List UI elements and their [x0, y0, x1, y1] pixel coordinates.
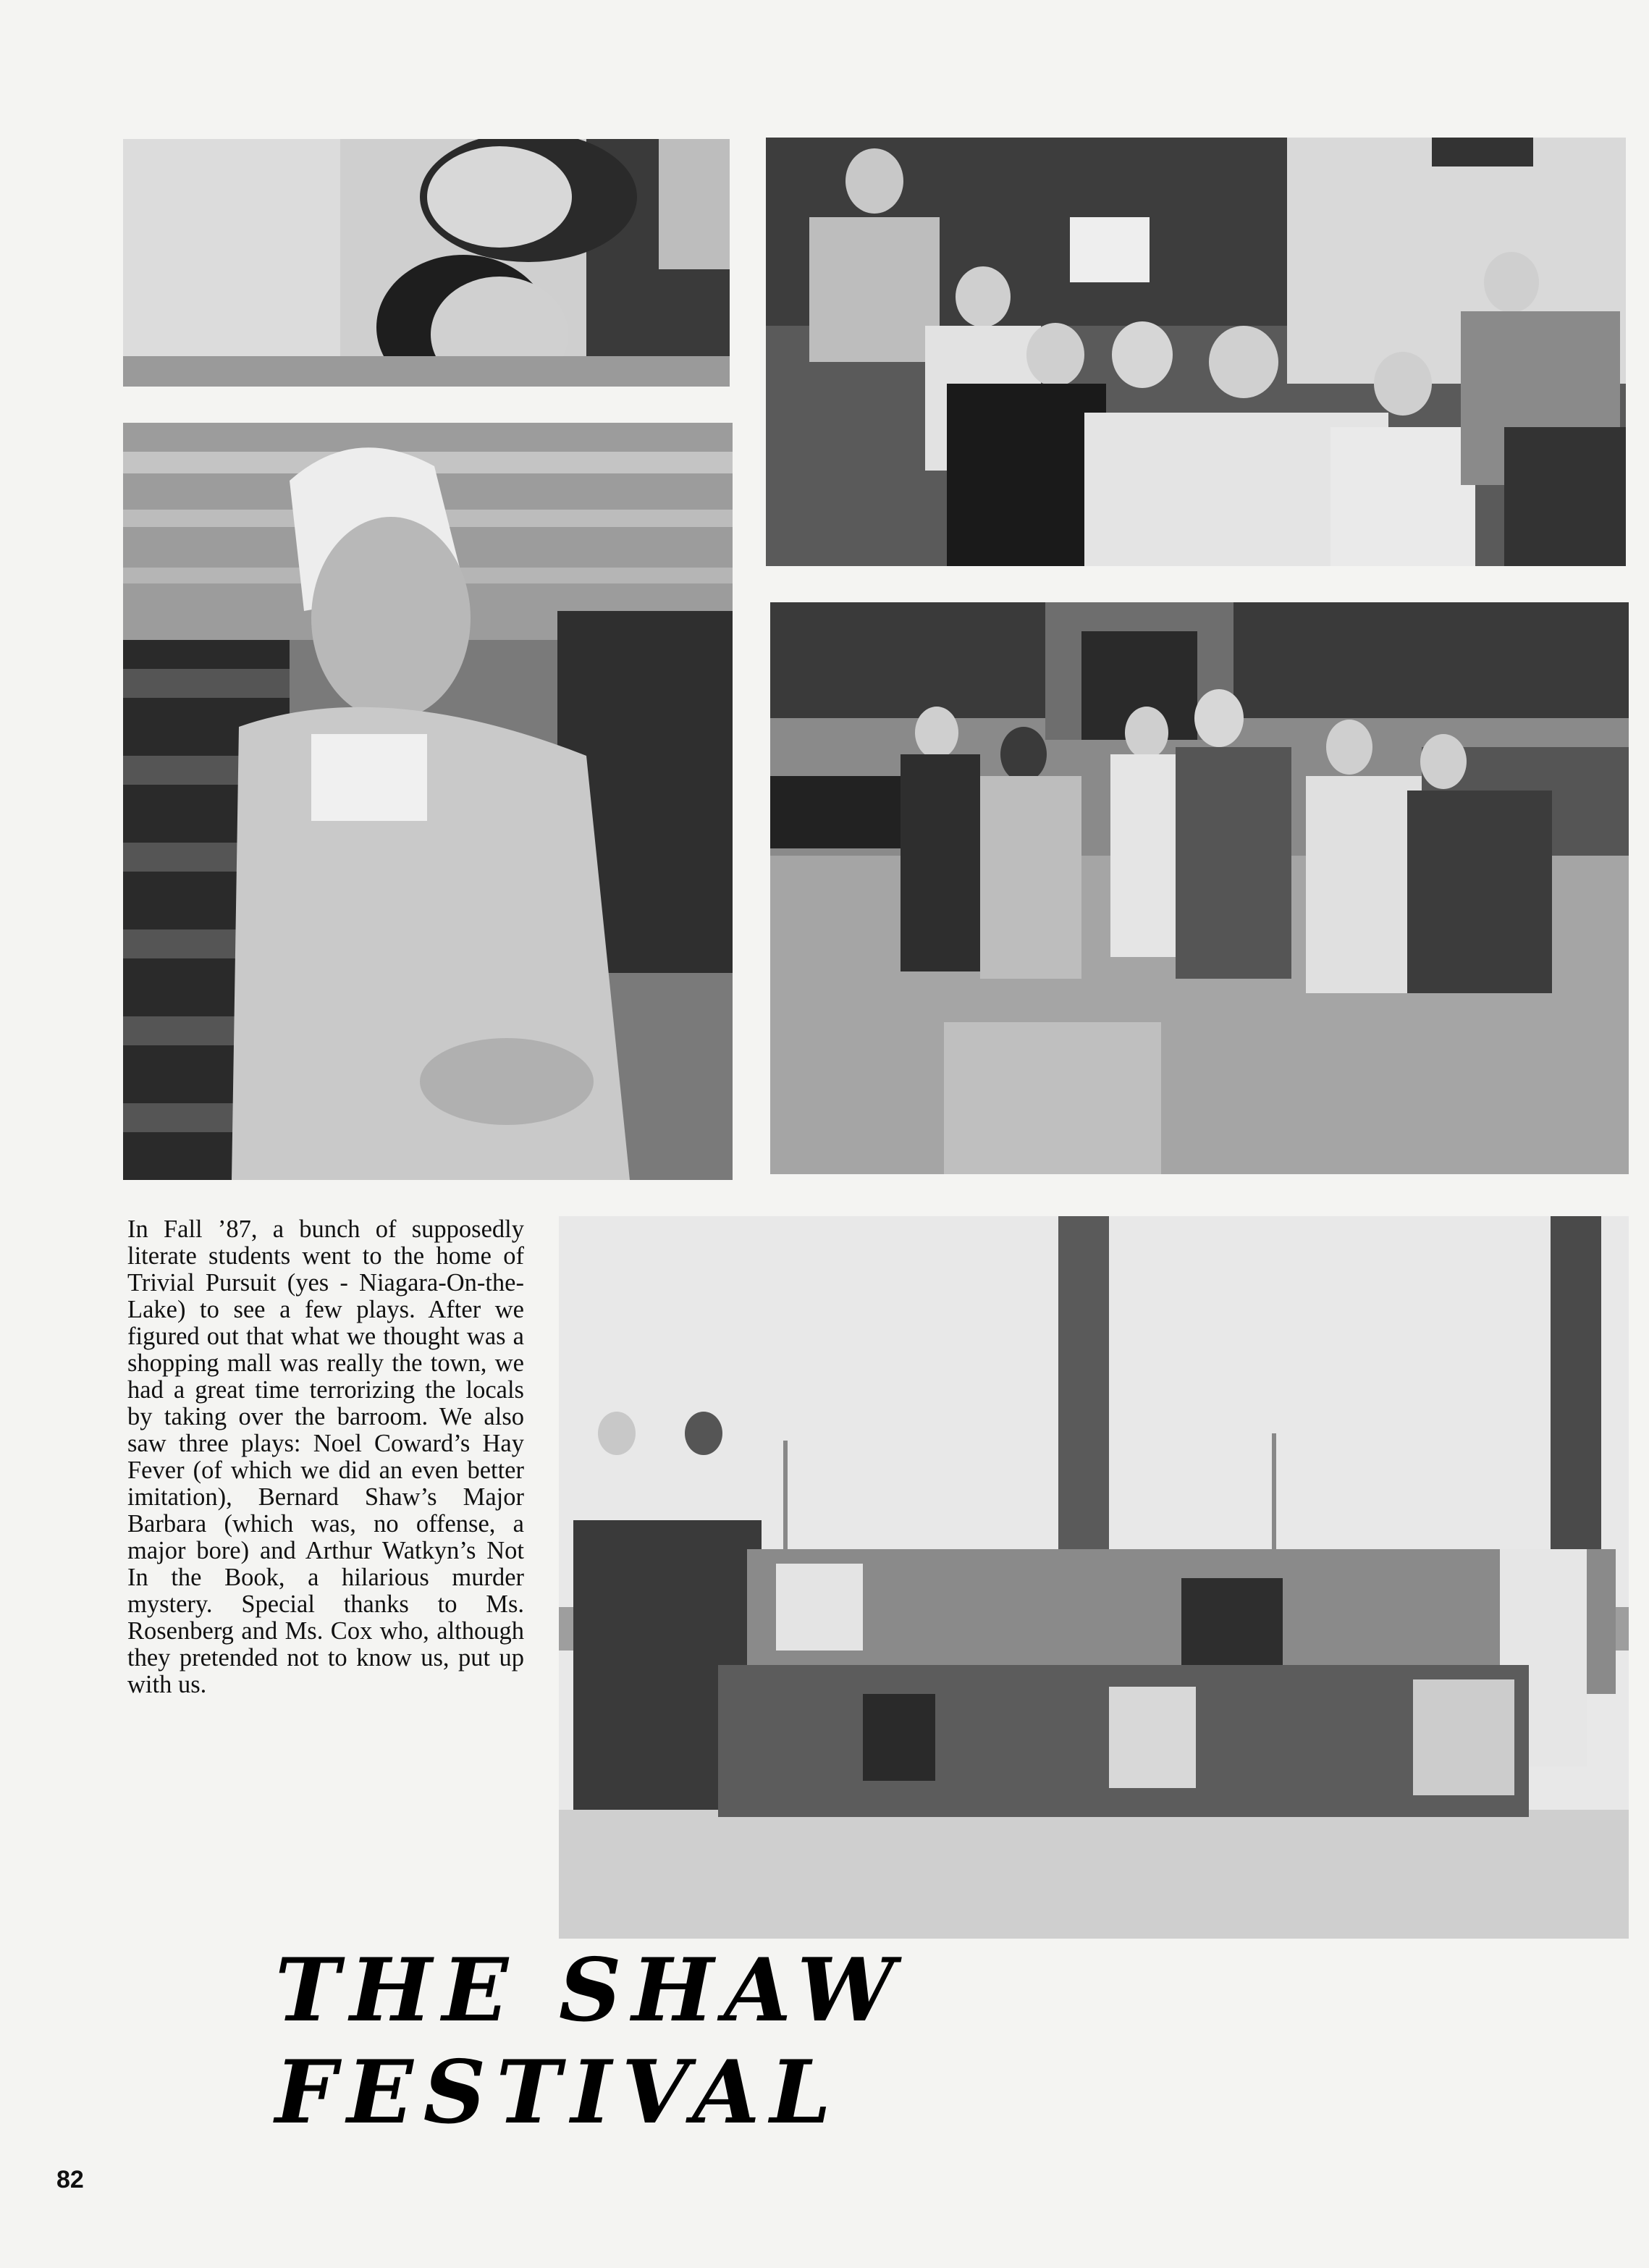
page-number: 82	[56, 2166, 84, 2193]
photo-group-room-icon	[766, 138, 1626, 566]
page-title: THE SHAW FESTIVAL	[275, 1939, 905, 2143]
photo-group-outdoor	[770, 602, 1629, 1174]
article-body: In Fall ’87, a bunch of supposedly literate students went to the home of Trivial Pursuit (yes - Niagara-On-the-Lake) to see a few plays. After we figured out that what we thought was a shopping mall was really the town, we had a great time terrorizing the locals by taking over the barroom. We also saw three plays: Noel Coward’s Hay Fever (of which we did an even better imitation), Bernard Shaw’s Major Barbara (which was, no offense, a major bore) and Arthur Watkyn’s Not In the Book, a hilarious murder mystery. Special thanks to Ms. Rosenberg and Ms. Cox who, although they pretended not to know us, put up with us.	[127, 1215, 524, 1698]
photo-group-park-icon	[559, 1216, 1629, 1939]
photo-sleeping-boy	[123, 423, 733, 1180]
photo-group-outdoor-icon	[770, 602, 1629, 1174]
photo-two-girls	[123, 139, 730, 387]
photo-group-room	[766, 138, 1626, 566]
photo-sleeping-boy-icon	[123, 423, 733, 1180]
photo-two-girls-icon	[123, 139, 730, 387]
photo-group-park	[559, 1216, 1629, 1939]
